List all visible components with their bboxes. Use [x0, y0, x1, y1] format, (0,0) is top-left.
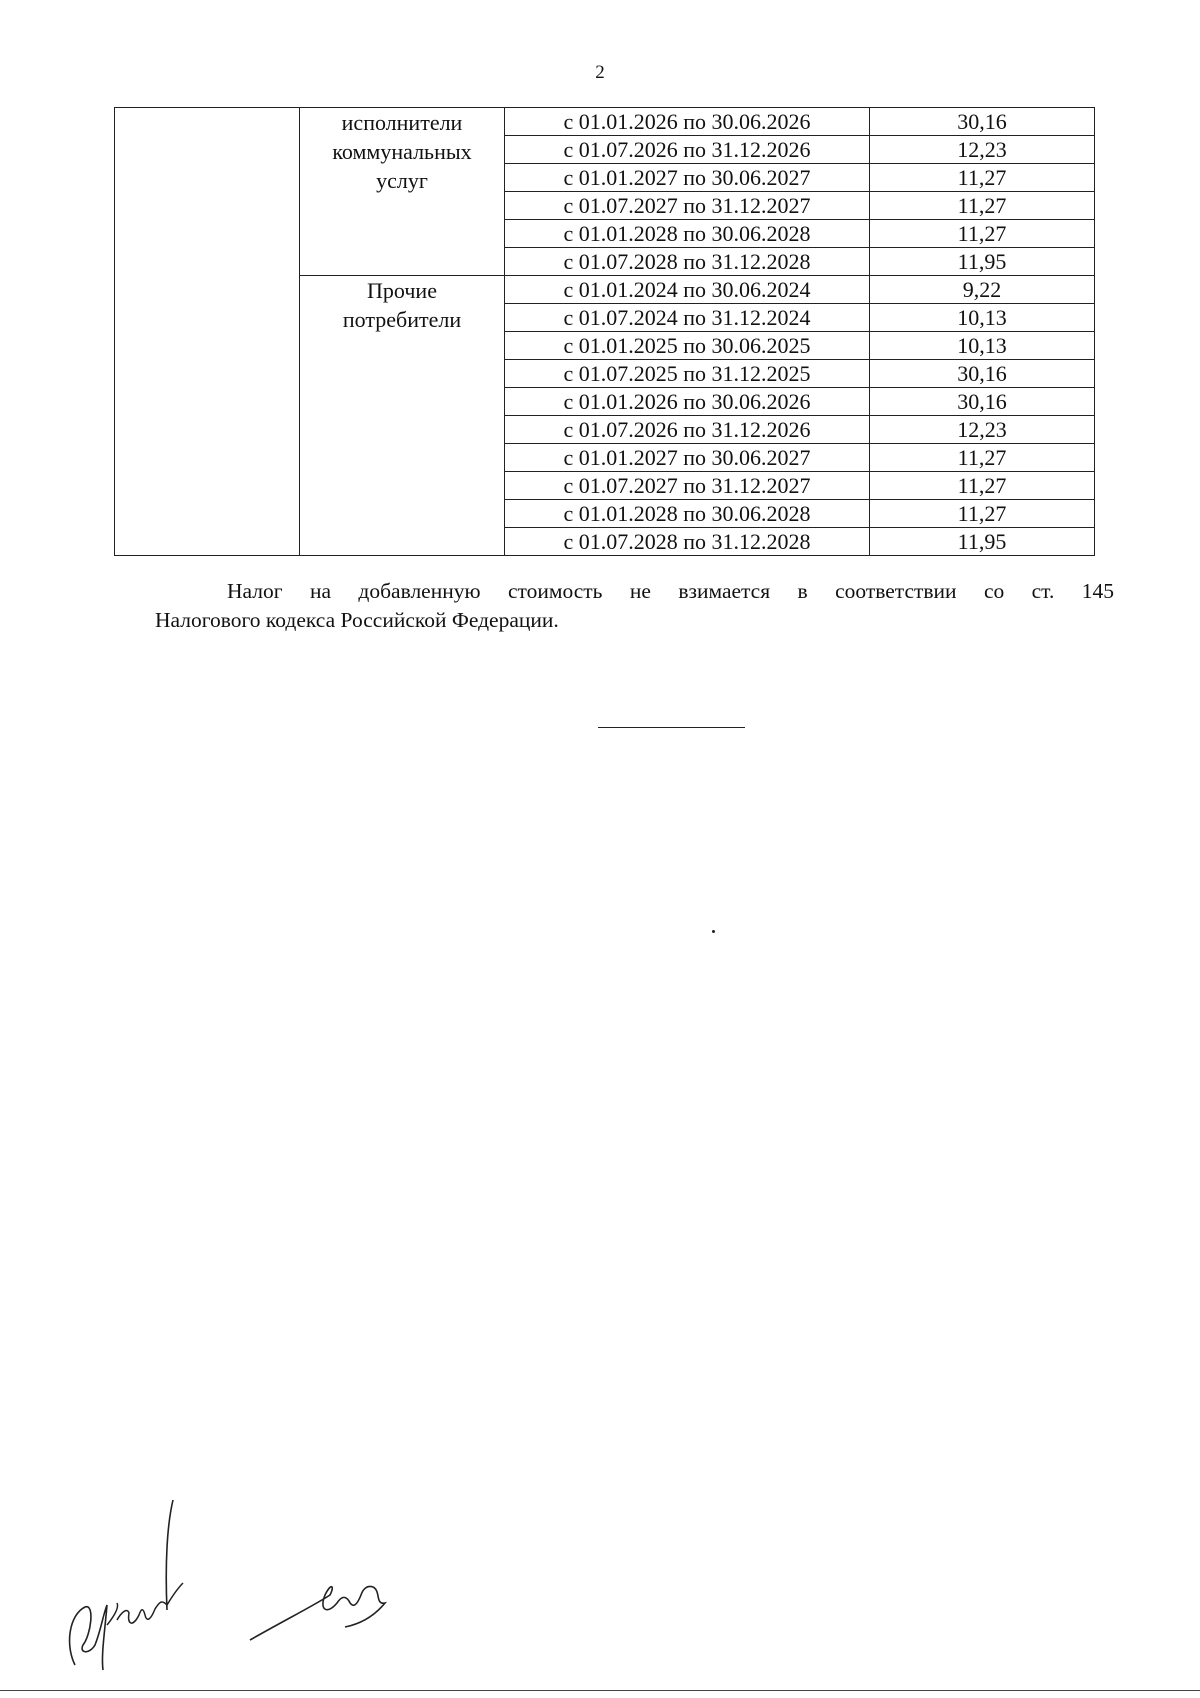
- period-cell: с 01.01.2026 по 30.06.2026: [505, 108, 870, 136]
- signature-2: [245, 1565, 405, 1655]
- period-cell: с 01.01.2025 по 30.06.2025: [505, 332, 870, 360]
- tariff-value-cell: 30,16: [870, 108, 1095, 136]
- consumer-group-line: исполнители: [341, 110, 463, 135]
- period-cell: с 01.07.2025 по 31.12.2025: [505, 360, 870, 388]
- tariff-value-cell: 30,16: [870, 360, 1095, 388]
- vat-note-line-1: Налог на добавленную стоимость не взимается в соответствии со ст. 145: [227, 579, 1114, 603]
- tariff-value-cell: 12,23: [870, 136, 1095, 164]
- period-cell: с 01.07.2027 по 31.12.2027: [505, 472, 870, 500]
- period-cell: с 01.01.2026 по 30.06.2026: [505, 388, 870, 416]
- consumer-group-cell: [300, 108, 505, 276]
- tariff-value-cell: 11,95: [870, 528, 1095, 556]
- period-cell: с 01.01.2028 по 30.06.2028: [505, 220, 870, 248]
- tariff-table: [114, 107, 1095, 556]
- vat-note-line-2: Налогового кодекса Российской Федерации.: [155, 608, 559, 632]
- tariff-value-cell: 9,22: [870, 276, 1095, 304]
- tariff-value-cell: 30,16: [870, 388, 1095, 416]
- consumer-group-line: потребители: [342, 307, 462, 332]
- signature-1: [55, 1495, 195, 1675]
- period-cell: с 01.01.2027 по 30.06.2027: [505, 444, 870, 472]
- tariff-value-cell: 11,27: [870, 192, 1095, 220]
- tariff-value-cell: 11,27: [870, 472, 1095, 500]
- consumer-group-line: услуг: [376, 168, 428, 193]
- period-cell: с 01.07.2026 по 31.12.2026: [505, 416, 870, 444]
- tariff-value-cell: 11,27: [870, 220, 1095, 248]
- vat-note: [157, 577, 1114, 635]
- period-cell: с 01.07.2026 по 31.12.2026: [505, 136, 870, 164]
- period-cell: с 01.01.2024 по 30.06.2024: [505, 276, 870, 304]
- tariff-value-cell: 11,27: [870, 444, 1095, 472]
- separator-line: [598, 727, 745, 728]
- scan-speck: [712, 930, 715, 933]
- consumer-group-line: коммунальных: [332, 139, 472, 164]
- period-cell: с 01.07.2028 по 31.12.2028: [505, 248, 870, 276]
- table-row: [115, 108, 1095, 136]
- consumer-group-cell: [300, 276, 505, 556]
- consumer-group-line: Прочие: [367, 278, 437, 303]
- period-cell: с 01.07.2027 по 31.12.2027: [505, 192, 870, 220]
- bottom-rule: [0, 1690, 1200, 1691]
- blank-cell: [115, 108, 300, 556]
- tariff-value-cell: 12,23: [870, 416, 1095, 444]
- period-cell: с 01.01.2027 по 30.06.2027: [505, 164, 870, 192]
- tariff-value-cell: 11,95: [870, 248, 1095, 276]
- page-number: 2: [595, 62, 605, 83]
- period-cell: с 01.01.2028 по 30.06.2028: [505, 500, 870, 528]
- tariff-value-cell: 10,13: [870, 304, 1095, 332]
- tariff-value-cell: 10,13: [870, 332, 1095, 360]
- period-cell: с 01.07.2024 по 31.12.2024: [505, 304, 870, 332]
- tariff-value-cell: 11,27: [870, 164, 1095, 192]
- tariff-value-cell: 11,27: [870, 500, 1095, 528]
- period-cell: с 01.07.2028 по 31.12.2028: [505, 528, 870, 556]
